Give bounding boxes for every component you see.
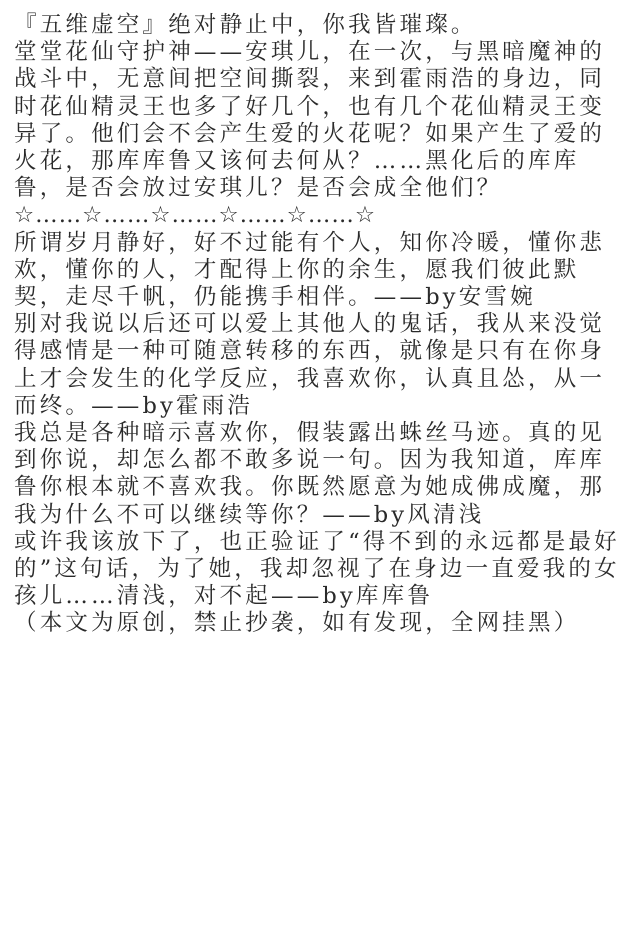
star-divider: ☆……☆……☆……☆……☆……☆ xyxy=(14,202,377,229)
intro-paragraph: 『五维虚空』绝对静止中，你我皆璀璨。 堂堂花仙守护神——安琪儿，在一次，与黑暗魔神的战斗中，无意间把空间撕裂，来到霍雨浩的身边，同时花仙精灵王也多了好几个，也有几个花仙精灵王变异了。他们会不会产生爱的火花呢？如果产生了爱的火花，那库库鲁又该何去何从？……黑化后的库库鲁，是否会放过安琪儿？是否会成全他们？ xyxy=(14,12,606,202)
quote-kukulu: 或许我该放下了，也正验证了“得不到的永远都是最好的”这句话，为了她，我却忽视了在身边一直爱我的女孩儿……清浅，对不起——by库库鲁 xyxy=(14,528,620,610)
quote-feng-qingqian: 我总是各种暗示喜欢你，假装露出蛛丝马迹。真的见到你说，却怎么都不敢多说一句。因为我知道，库库鲁你根本就不喜欢我。你既然愿意为她成佛成魔，那我为什么不可以继续等你？——by风清浅 xyxy=(14,420,606,528)
quote-huo-yuhao: 别对我说以后还可以爱上其他人的鬼话，我从来没觉得感情是一种可随意转移的东西，就像是只有在你身上才会发生的化学反应，我喜欢你，认真且怂，从一而终。——by霍雨浩 xyxy=(14,311,606,419)
document-text xyxy=(14,12,630,638)
quote-an-xuewan: 所谓岁月静好，好不过能有个人，知你冷暖，懂你悲欢，懂你的人，才配得上你的余生，愿我们彼此默契，走尽千帆，仍能携手相伴。——by安雪婉 xyxy=(14,229,606,311)
copyright-notice: （本文为原创，禁止抄袭，如有发现，全网挂黑） xyxy=(14,610,580,637)
